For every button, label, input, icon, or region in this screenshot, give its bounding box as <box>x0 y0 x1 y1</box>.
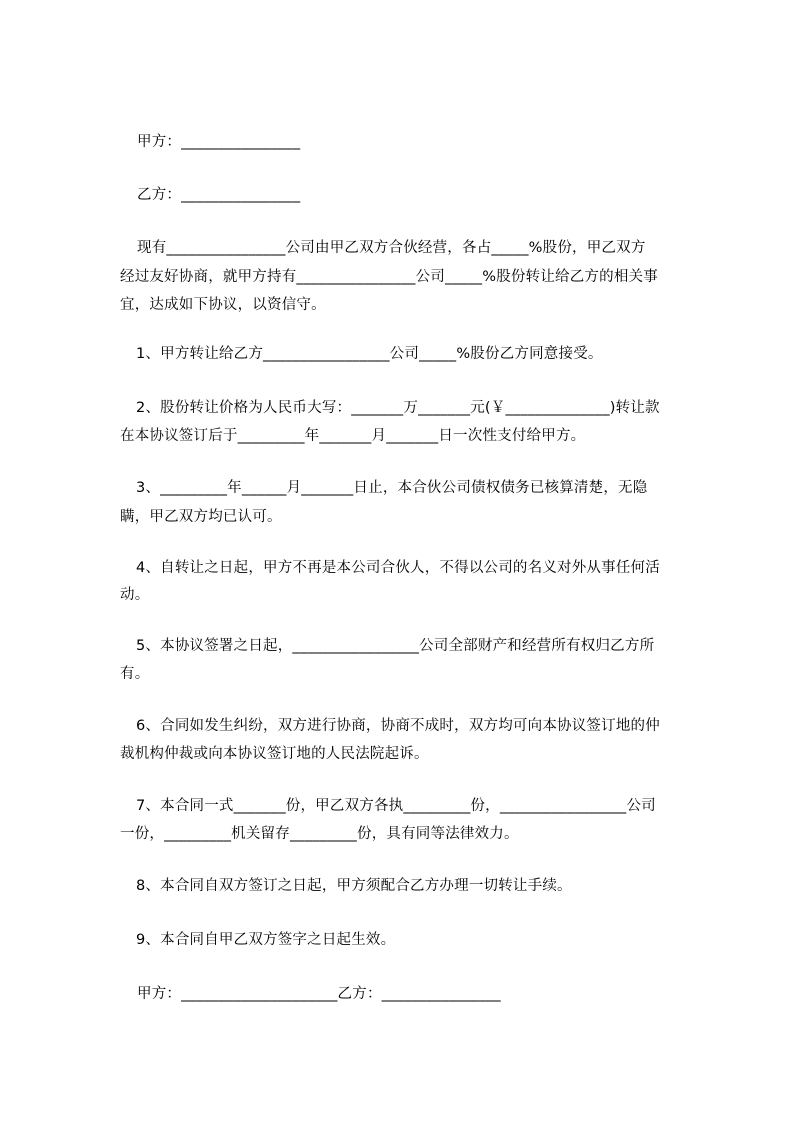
party-a-field: 甲方：________________ <box>137 134 301 150</box>
clause-1-line-1: 1、甲方转让给乙方_________________公司_____%股份乙方同意接受。 <box>136 346 603 362</box>
signature-line: 甲方：_____________________乙方：________________ <box>137 986 501 1002</box>
clause-7-line-2: 一份，_________机关留存_________份，具有同等法律效力。 <box>120 826 519 842</box>
clause-2-line-2: 在本协议签订后于_________年_______月_______日一次性支付给甲方。 <box>120 428 586 444</box>
preamble-line-3: 宜，达成如下协议，以资信守。 <box>120 297 326 313</box>
clause-2-line-1: 2、股份转让价格为人民币大写：_______万_______元(￥______________)转让款 <box>136 400 660 416</box>
clause-4-line-2: 动。 <box>120 587 150 603</box>
preamble-line-2: 经过友好协商，就甲方持有________________公司_____%股份转让给乙方的相关事 <box>120 269 658 285</box>
party-b-field: 乙方：________________ <box>137 187 301 203</box>
clause-9-line-1: 9、本合同自甲乙双方签字之日起生效。 <box>136 932 396 948</box>
clause-6-line-2: 裁机构仲裁或向本协议签订地的人民法院起诉。 <box>120 746 429 762</box>
clause-8-line-1: 8、本合同自双方签订之日起，甲方须配合乙方办理一切转让手续。 <box>136 878 572 894</box>
clause-3-line-2: 瞒，甲乙双方均已认可。 <box>120 509 282 525</box>
clause-7-line-1: 7、本合同一式_______份，甲乙双方各执_________份，_________________公司 <box>136 798 656 814</box>
clause-4-line-1: 4、自转让之日起，甲方不再是本公司合伙人，不得以公司的名义对外从事任何活 <box>136 560 660 576</box>
preamble-line-1: 现有________________公司由甲乙双方合伙经营，各占_____%股份，甲乙双方 <box>137 240 646 256</box>
clause-6-line-1: 6、合同如发生纠纷，双方进行协商，协商不成时，双方均可向本协议签订地的仲 <box>136 718 660 734</box>
clause-3-line-1: 3、_________年______月_______日止，本合伙公司债权债务已核算清楚，无隐 <box>136 480 648 496</box>
clause-5-line-2: 有。 <box>120 666 150 682</box>
clause-5-line-1: 5、本协议签署之日起，_________________公司全部财产和经营所有权归乙方所 <box>136 638 655 654</box>
